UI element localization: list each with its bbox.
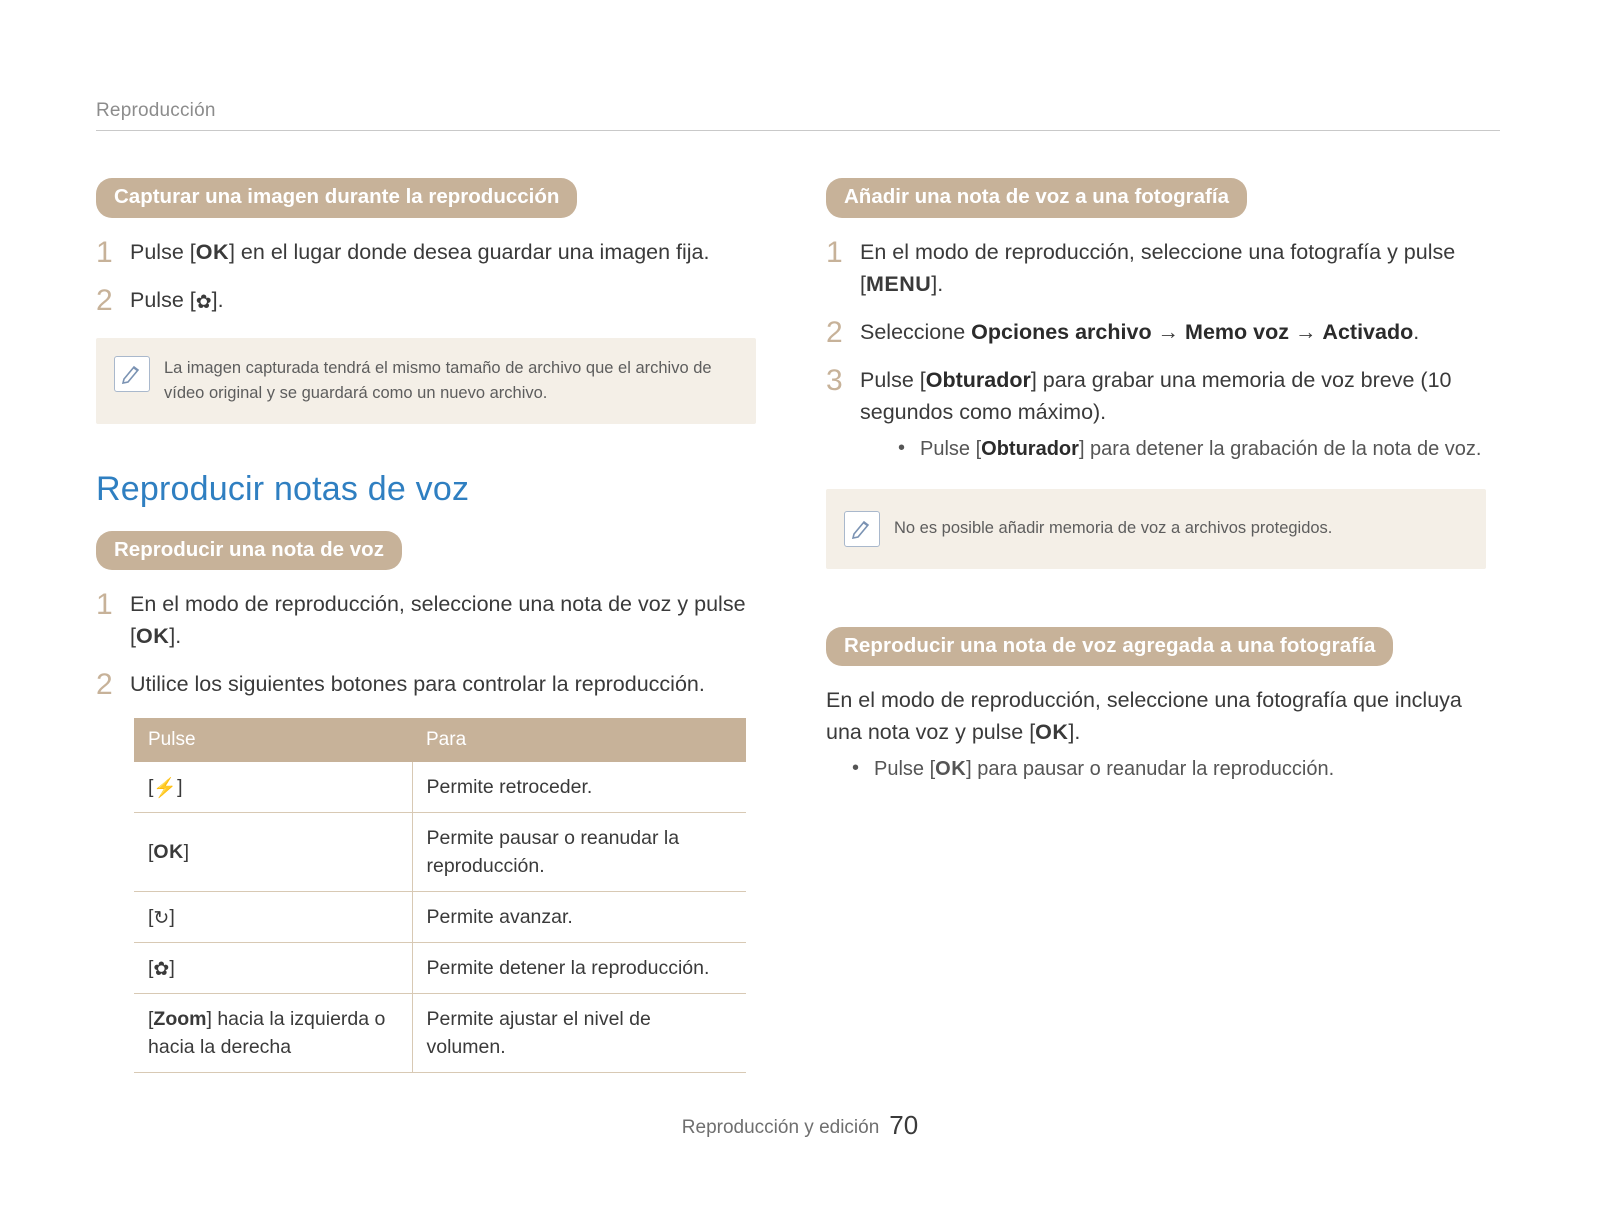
- key-menu: MENU: [865, 271, 932, 296]
- key-obturador: Obturador: [925, 367, 1031, 392]
- table-row: [134, 813, 746, 892]
- table-cell-desc: Permite pausar o reanudar la reproducción.: [412, 813, 746, 892]
- menu-option-activado: Activado: [1322, 319, 1414, 344]
- key-ok: OK: [1035, 720, 1069, 744]
- table-row: [134, 943, 746, 994]
- paragraph-play-attached: [826, 684, 1486, 748]
- list-item: [894, 434, 1486, 465]
- table-header-row: [134, 718, 746, 762]
- note-pencil-icon: [114, 356, 150, 392]
- bullet-list: [894, 434, 1486, 465]
- bracket-open: [: [148, 1008, 154, 1030]
- bracket-close: ]: [169, 906, 175, 928]
- step-text-post: ].: [169, 624, 182, 648]
- step-text: [860, 316, 1486, 348]
- step-text: [130, 284, 756, 316]
- paragraph-text-pre: En el modo de reproducción, seleccione una fotografía que incluya una nota voz y pulse [: [826, 688, 1462, 744]
- table-header-para: Para: [412, 718, 746, 762]
- arrow-separator: →: [1151, 319, 1186, 344]
- note-text: La imagen capturada tendrá el mismo tamaño de archivo que el archivo de vídeo original y se guardará como un nuevo archivo.: [164, 358, 712, 402]
- step-item: [96, 668, 756, 700]
- table-cell-key: [134, 813, 412, 892]
- spacer: [826, 569, 1486, 627]
- step-number: 2: [96, 668, 113, 701]
- table-row: [134, 892, 746, 943]
- bullet-list: [848, 754, 1486, 785]
- key-ok: OK: [935, 758, 967, 780]
- step-text-pre: Pulse [: [860, 367, 926, 392]
- left-column: [96, 178, 756, 1073]
- table-cell-key: [134, 762, 412, 813]
- page-footer: [0, 1110, 1600, 1141]
- key-obturador: Obturador: [981, 437, 1079, 460]
- step-text-post: ] en el lugar donde desea guardar una imagen fija.: [228, 239, 710, 264]
- step-text-pre: Seleccione: [860, 319, 972, 344]
- bracket-open: [: [148, 957, 154, 979]
- table-cell-key: [134, 994, 412, 1073]
- section-heading-add-voice-note: Añadir una nota de voz a una fotografía: [826, 178, 1247, 218]
- step-text-post: .: [1413, 319, 1420, 344]
- step-text-pre: En el modo de reproducción, seleccione una fotografía y pulse [: [860, 239, 1456, 296]
- step-item: [96, 236, 756, 268]
- table-row: [134, 762, 746, 813]
- table-cell-key: [134, 943, 412, 994]
- bracket-open: [: [148, 906, 154, 928]
- key-ok: OK: [153, 841, 184, 863]
- menu-option-memo-voz: Memo voz: [1185, 319, 1289, 344]
- step-text-post: ] para grabar una memoria de voz breve (10 segundos como máximo).: [860, 367, 1452, 424]
- step-number: 2: [826, 315, 843, 349]
- right-column: [826, 178, 1486, 787]
- step-text-pre: Pulse [: [130, 239, 196, 264]
- step-number: 3: [826, 363, 843, 397]
- page-number: 70: [889, 1110, 919, 1140]
- list-item: [848, 754, 1486, 785]
- section-heading-play-attached-voice-note: Reproducir una nota de voz agregada a una fotografía: [826, 627, 1393, 667]
- step-text-pre: Pulse [: [130, 287, 196, 312]
- step-item: [826, 236, 1486, 300]
- table-cell-desc: Permite detener la reproducción.: [412, 943, 746, 994]
- step-text: [860, 364, 1486, 467]
- note-text: No es posible añadir memoria de voz a archivos protegidos.: [894, 519, 1333, 537]
- step-number: 2: [96, 283, 113, 317]
- bracket-close: ]: [183, 841, 190, 863]
- note-pencil-icon: [844, 511, 880, 547]
- table-cell-desc: Permite ajustar el nivel de volumen.: [412, 994, 746, 1073]
- bullet-text-post: ] para detener la grabación de la nota de voz.: [1078, 437, 1482, 460]
- page-title-voice-notes: Reproducir notas de voz: [96, 469, 470, 508]
- running-header: Reproducción: [96, 100, 1500, 131]
- step-number: 1: [96, 235, 113, 269]
- footer-label: Reproducción y edición: [681, 1117, 880, 1138]
- timer-icon: ↻: [153, 908, 170, 929]
- table-cell-desc: Permite avanzar.: [412, 892, 746, 943]
- bullet-text-pre: Pulse [: [920, 437, 982, 460]
- key-zoom: Zoom: [153, 1008, 207, 1030]
- macro-icon: ✿: [153, 959, 170, 980]
- bracket-close: ]: [177, 776, 183, 798]
- macro-icon: ✿: [195, 291, 212, 313]
- step-text: [130, 236, 756, 268]
- step-text: [860, 236, 1486, 300]
- menu-option-opciones-archivo: Opciones archivo: [971, 319, 1152, 344]
- button-function-table: [134, 718, 746, 1073]
- step-item: [96, 588, 756, 652]
- step-item: [826, 364, 1486, 467]
- step-text: [130, 588, 756, 652]
- table-cell-desc: Permite retroceder.: [412, 762, 746, 813]
- step-item: [96, 284, 756, 316]
- arrow-separator: →: [1288, 319, 1323, 344]
- note-box: [826, 489, 1486, 569]
- key-ok: OK: [195, 239, 229, 264]
- flash-icon: ⚡: [153, 778, 178, 799]
- step-text: Utilice los siguientes botones para controlar la reproducción.: [130, 672, 705, 696]
- section-heading-play-voice-note: Reproducir una nota de voz: [96, 531, 402, 571]
- step-text-post: ].: [211, 287, 224, 312]
- table-header-pulse: Pulse: [134, 718, 412, 762]
- key-ok: OK: [135, 624, 170, 648]
- step-number: 1: [96, 588, 113, 621]
- step-number: 1: [826, 235, 843, 269]
- step-text-pre: En el modo de reproducción, seleccione una nota de voz y pulse [: [130, 592, 746, 648]
- paragraph-text-post: ].: [1068, 720, 1081, 744]
- table-row: [134, 994, 746, 1073]
- note-box: [96, 338, 756, 424]
- section-heading-capture-image: Capturar una imagen durante la reproducción: [96, 178, 577, 218]
- step-text-post: ].: [931, 271, 944, 296]
- step-item: [826, 316, 1486, 348]
- table-cell-key: [134, 892, 412, 943]
- bullet-text-pre: Pulse [: [874, 758, 936, 780]
- bullet-text-post: ] para pausar o reanudar la reproducción.: [966, 758, 1335, 780]
- bracket-open: [: [148, 841, 154, 863]
- bracket-close: ] hacia la izquierda o hacia la derecha: [148, 1008, 386, 1058]
- bracket-close: ]: [169, 957, 175, 979]
- bracket-open: [: [148, 776, 154, 798]
